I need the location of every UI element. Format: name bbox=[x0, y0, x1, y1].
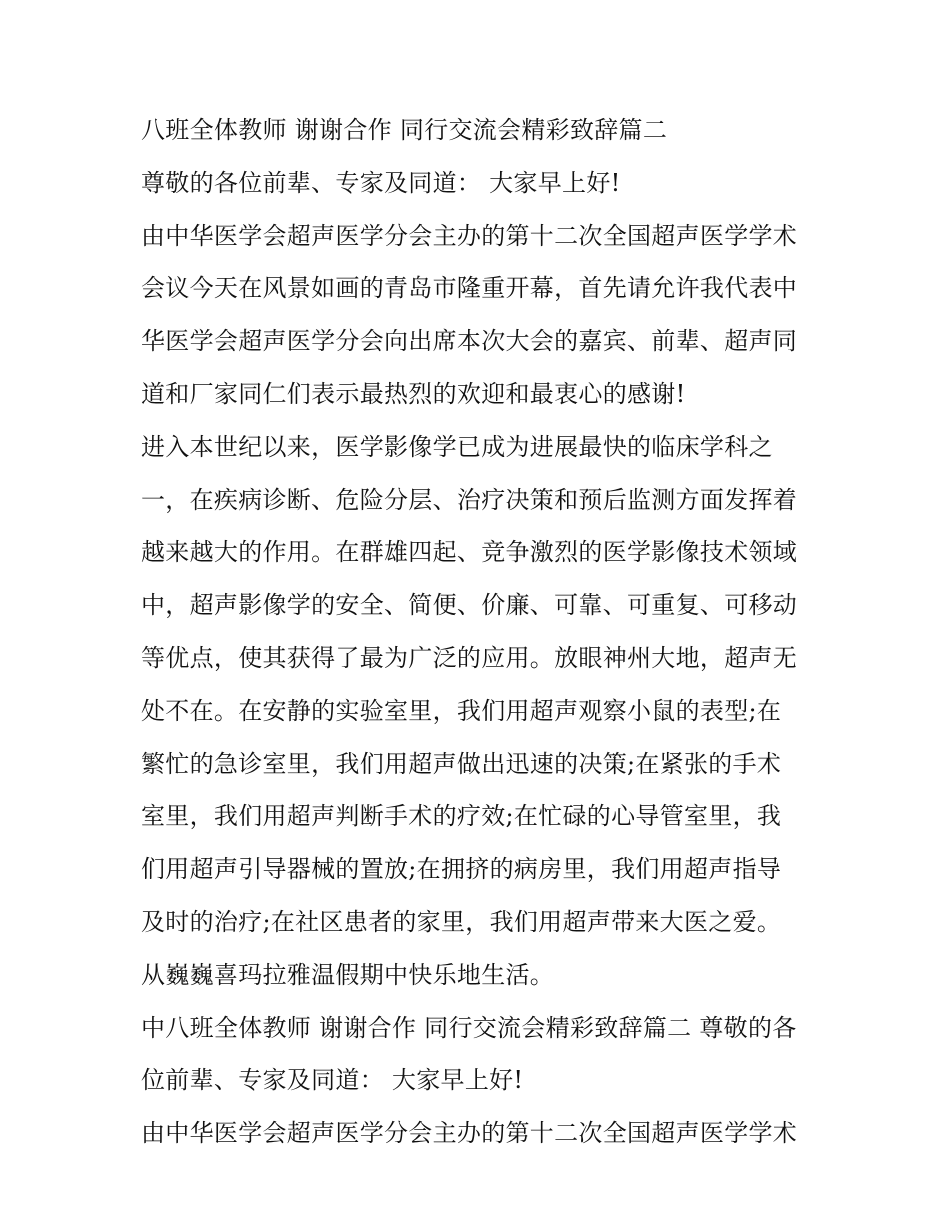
document-body bbox=[141, 104, 821, 1160]
text-line-14: 室里，我们用超声判断手术的疗效;在忙碌的心导管室里，我 bbox=[141, 802, 782, 831]
text-line-8: 一，在疾病诊断、危险分层、治疗决策和预后监测方面发挥着 bbox=[141, 485, 798, 514]
text-line-2: 尊敬的各位前辈、专家及同道： 大家早上好! bbox=[141, 168, 621, 197]
text-line-5: 华医学会超声医学分会向出席本次大会的嘉宾、前辈、超声同 bbox=[141, 327, 798, 356]
text-line-20: 由中华医学会超声医学分会主办的第十二次全国超声医学学术 bbox=[141, 1119, 798, 1148]
text-line-4: 会议今天在风景如画的青岛市隆重开幕，首先请允许我代表中 bbox=[141, 274, 798, 303]
text-line-13: 繁忙的急诊室里，我们用超声做出迅速的决策;在紧张的手术 bbox=[141, 749, 782, 778]
text-line-6: 道和厂家同仁们表示最热烈的欢迎和最衷心的感谢! bbox=[141, 379, 686, 408]
text-line-15: 们用超声引导器械的置放;在拥挤的病房里，我们用超声指导 bbox=[141, 855, 782, 884]
text-line-7: 进入本世纪以来，医学影像学已成为进展最快的临床学科之 bbox=[141, 432, 773, 461]
text-line-3: 由中华医学会超声医学分会主办的第十二次全国超声医学学术 bbox=[141, 221, 798, 250]
text-line-18: 中八班全体教师 谢谢合作 同行交流会精彩致辞篇二 尊敬的各 bbox=[141, 1013, 797, 1042]
text-line-1: 八班全体教师 谢谢合作 同行交流会精彩致辞篇二 bbox=[141, 116, 668, 144]
text-line-19: 位前辈、专家及同道： 大家早上好! bbox=[141, 1066, 524, 1095]
text-line-16: 及时的治疗;在社区患者的家里，我们用超声带来大医之爱。 bbox=[141, 907, 782, 936]
text-line-12: 处不在。在安静的实验室里，我们用超声观察小鼠的表型;在 bbox=[141, 696, 782, 725]
text-line-9: 越来越大的作用。在群雄四起、竞争激烈的医学影像技术领域 bbox=[141, 538, 798, 567]
text-line-10: 中，超声影像学的安全、简便、价廉、可靠、可重复、可移动 bbox=[141, 591, 798, 620]
text-line-11: 等优点，使其获得了最为广泛的应用。放眼神州大地，超声无 bbox=[141, 643, 798, 672]
text-line-17: 从巍巍喜玛拉雅温假期中快乐地生活。 bbox=[141, 960, 555, 989]
